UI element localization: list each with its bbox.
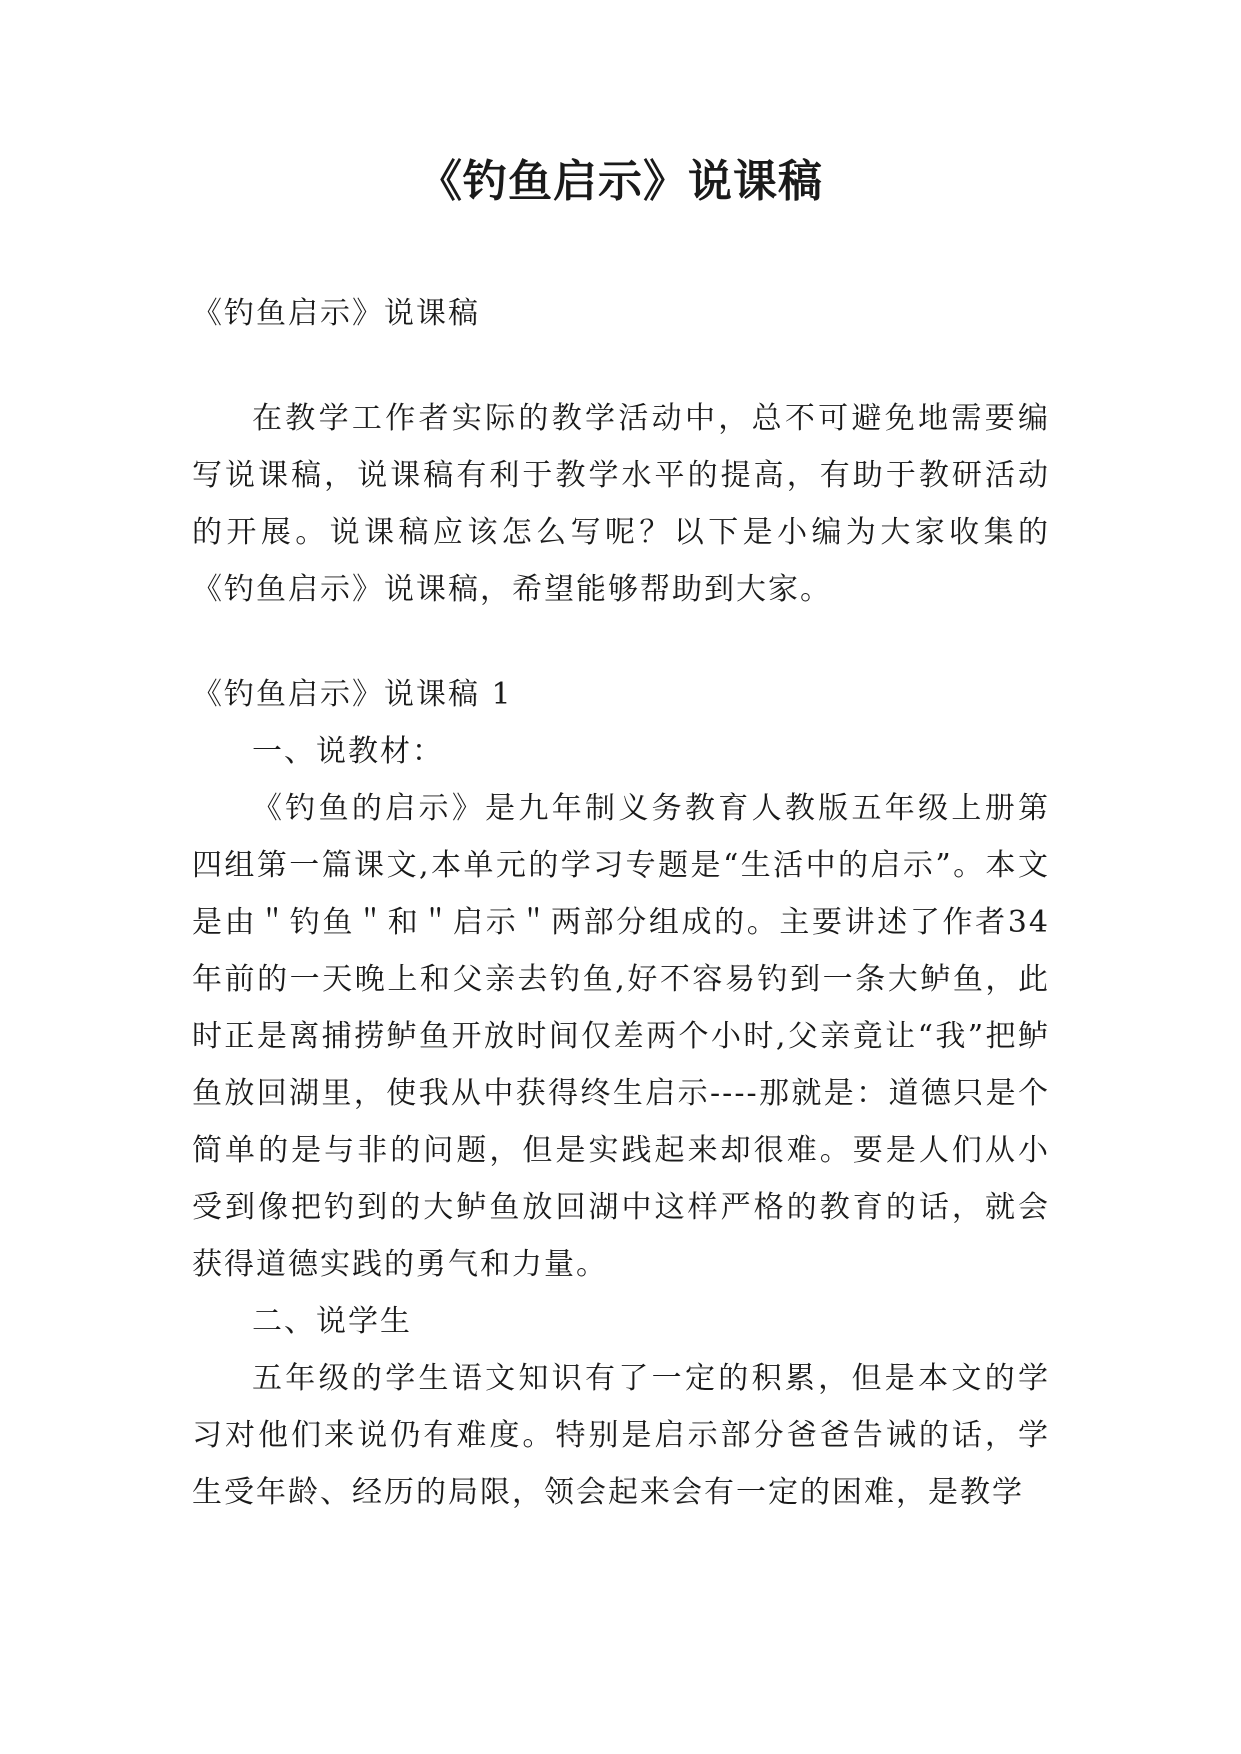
paragraph-textbook: 《钓鱼的启示》是九年制义务教育人教版五年级上册第四组第一篇课文,本单元的学习专题是“生活中的启示”。本文是由＂钓鱼＂和＂启示＂两部分组成的。主要讲述了作者34年前的一天晚上和父亲去钓鱼,好不容易钓到一条大鲈鱼，此时正是离捕捞鲈鱼开放时间仅差两个小时,父亲竟让“我”把鲈鱼放回湖里，使我从中获得终生启示----那就是：道德只是个简单的是与非的问题，但是实践起来却很难。要是人们从小受到像把钓到的大鲈鱼放回湖中这样严格的教育的话，就会获得道德实践的勇气和力量。 [192, 791, 1050, 1282]
document-subtitle: 《钓鱼启示》说课稿 [192, 296, 480, 331]
heading-textbook: 一、说教材： [252, 734, 444, 769]
intro-paragraph: 在教学工作者实际的教学活动中，总不可避免地需要编写说课稿，说课稿有利于教学水平的提高，有助于教研活动的开展。说课稿应该怎么写呢？以下是小编为大家收集的《钓鱼启示》说课稿，希望能够帮助到大家。 [192, 401, 1050, 607]
document-body [192, 285, 1050, 1521]
section-title: 《钓鱼启示》说课稿 1 [192, 677, 513, 712]
document-title: 《钓鱼启示》说课稿 [418, 156, 823, 207]
paragraph-students: 五年级的学生语文知识有了一定的积累，但是本文的学习对他们来说仍有难度。特别是启示部分爸爸告诫的话，学生受年龄、经历的局限，领会起来会有一定的困难，是教学 [192, 1361, 1050, 1510]
heading-students: 二、说学生 [252, 1304, 412, 1339]
